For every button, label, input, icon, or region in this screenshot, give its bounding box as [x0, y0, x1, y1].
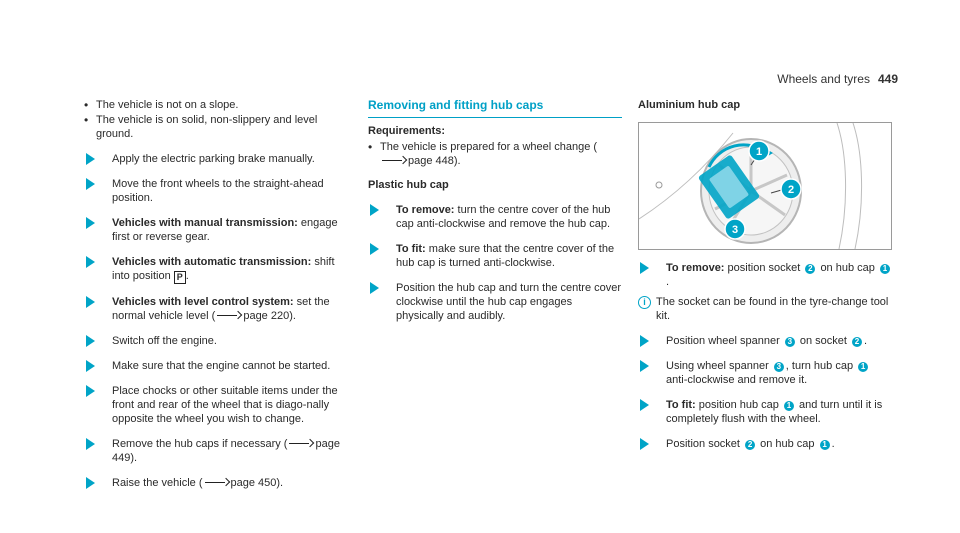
- step-item: Vehicles with automatic transmission: shift into position P .: [84, 255, 352, 284]
- page-reference-arrow-icon: [205, 479, 229, 487]
- page-reference-arrow-icon: [217, 312, 241, 320]
- step-item: [638, 334, 892, 348]
- info-icon: i: [638, 296, 651, 309]
- step-text: on socket: [799, 335, 847, 347]
- step-lead: Vehicles with automatic transmission:: [112, 256, 312, 268]
- page-header: [777, 72, 898, 86]
- page-reference-link[interactable]: page 450).: [230, 477, 284, 489]
- step-item: [84, 216, 352, 244]
- step-arrow-icon: [86, 385, 95, 397]
- step-arrow-icon: [86, 256, 95, 268]
- plastic-hub-cap-heading: Plastic hub cap: [368, 179, 449, 191]
- callout-badge: 1: [858, 362, 868, 372]
- step-text: , turn hub cap: [785, 360, 854, 372]
- step-arrow-icon: [86, 335, 95, 347]
- step-lead: To remove:: [666, 262, 725, 274]
- punctuation: .: [831, 438, 835, 450]
- step-arrow-icon: [640, 262, 649, 274]
- step-item: [638, 398, 892, 426]
- punctuation: .: [666, 276, 670, 288]
- section-title: Removing and fitting hub caps: [368, 98, 622, 118]
- step-item: [84, 152, 352, 166]
- step-text: Switch off the engine.: [112, 335, 217, 347]
- page-reference-arrow-icon: [289, 440, 313, 448]
- step-lead: To fit:: [666, 399, 696, 411]
- step-text: turn the centre cover of the hub cap anti-clockwise and remove the hub cap.: [396, 204, 611, 230]
- callout-badge: 3: [785, 337, 795, 347]
- step-text: Position wheel spanner: [666, 335, 780, 347]
- step-text: position socket: [727, 262, 801, 274]
- step-text: Position socket: [666, 438, 740, 450]
- step-item: [638, 359, 892, 387]
- column-aluminium-hub-cap: [638, 98, 892, 451]
- callout-badge: 2: [745, 440, 755, 450]
- page-number: 449: [877, 72, 898, 86]
- page-header-title: Wheels and tyres: [777, 72, 870, 86]
- step-arrow-icon: [370, 204, 379, 216]
- step-item: [368, 203, 622, 231]
- callout-badge: 2: [852, 337, 862, 347]
- step-arrow-icon: [86, 360, 95, 372]
- callout-1: 1: [755, 146, 763, 158]
- step-item: [84, 334, 352, 348]
- step-item: [638, 261, 892, 289]
- step-arrow-icon: [370, 282, 379, 294]
- page-reference-arrow-icon: [382, 157, 406, 165]
- callout-badge: 1: [784, 401, 794, 411]
- step-item: [638, 437, 892, 451]
- step-text: Position the hub cap and turn the centre cover clockwise until the hub cap engages physically and audibly.: [396, 282, 622, 322]
- step-arrow-icon: [86, 217, 95, 229]
- column-hub-caps: [368, 98, 622, 323]
- bullet-item: • The vehicle is on solid, non-slippery and level ground.: [84, 113, 352, 141]
- requirements-label: Requirements:: [368, 125, 446, 137]
- step-text: make sure that the centre cover of the hub cap is turned anti-clockwise.: [396, 243, 615, 269]
- requirement-item: [368, 140, 622, 168]
- aluminium-hub-cap-heading: Aluminium hub cap: [638, 99, 741, 111]
- callout-badge: 1: [820, 440, 830, 450]
- park-position-icon: P: [174, 271, 186, 284]
- step-text: Raise the vehicle (: [112, 477, 203, 489]
- step-arrow-icon: [86, 153, 95, 165]
- step-item: [368, 281, 622, 323]
- step-arrow-icon: [86, 296, 95, 308]
- column-preparation: [84, 98, 352, 490]
- callout-badge: 1: [880, 264, 890, 274]
- step-arrow-icon: [86, 477, 95, 489]
- step-lead: Vehicles with level control system:: [112, 296, 294, 308]
- step-lead: Vehicles with manual transmission:: [112, 217, 298, 229]
- step-text: Using wheel spanner: [666, 360, 769, 372]
- step-arrow-icon: [86, 438, 95, 450]
- step-arrow-icon: [370, 243, 379, 255]
- step-arrow-icon: [86, 178, 95, 190]
- page-reference-link[interactable]: page 220).: [243, 310, 296, 322]
- punctuation: .: [864, 335, 868, 347]
- step-lead: To fit:: [396, 243, 426, 255]
- step-item: [84, 359, 352, 373]
- step-item: [84, 295, 352, 323]
- step-item: [84, 476, 352, 490]
- step-arrow-icon: [640, 399, 649, 411]
- bullet-item: • The vehicle is not on a slope.: [84, 98, 352, 112]
- step-text: Move the front wheels to the straight-ahead position.: [112, 178, 324, 204]
- page-reference-link[interactable]: page 449).: [112, 438, 340, 464]
- step-lead: To remove:: [396, 204, 455, 216]
- step-arrow-icon: [640, 360, 649, 372]
- step-text: on hub cap: [820, 262, 875, 274]
- step-arrow-icon: [640, 438, 649, 450]
- requirement-text: The vehicle is prepared for a wheel change (: [380, 141, 598, 153]
- step-text: Remove the hub caps if necessary (: [112, 438, 288, 450]
- step-text: engage first or reverse gear.: [112, 217, 338, 243]
- callout-badge: 3: [774, 362, 784, 372]
- step-text: shift into position: [112, 256, 335, 282]
- page-reference-link[interactable]: page 448).: [408, 155, 461, 167]
- step-text: set the normal vehicle level (: [112, 296, 330, 322]
- tip-note: [638, 295, 892, 323]
- step-text: Place chocks or other suitable items under the front and rear of the wheel that is diago-nally opposite the wheel you wish to change.: [112, 385, 338, 425]
- note-text: The socket can be found in the tyre-change tool kit.: [656, 296, 889, 322]
- callout-badge: 2: [805, 264, 815, 274]
- step-item: [84, 437, 352, 465]
- step-text: Apply the electric parking brake manually.: [112, 153, 315, 165]
- step-item: [84, 177, 352, 205]
- step-item: [368, 242, 622, 270]
- step-arrow-icon: [640, 335, 649, 347]
- step-text: position hub cap: [698, 399, 779, 411]
- step-item: [84, 384, 352, 426]
- callout-2: 2: [787, 184, 795, 196]
- hub-cap-illustration: [638, 122, 892, 250]
- callout-3: 3: [731, 224, 739, 236]
- step-text: anti-clockwise and remove it.: [666, 374, 808, 386]
- step-text: Make sure that the engine cannot be started.: [112, 360, 331, 372]
- step-text: and turn until it is completely flush with the wheel.: [666, 399, 883, 425]
- step-text: on hub cap: [760, 438, 815, 450]
